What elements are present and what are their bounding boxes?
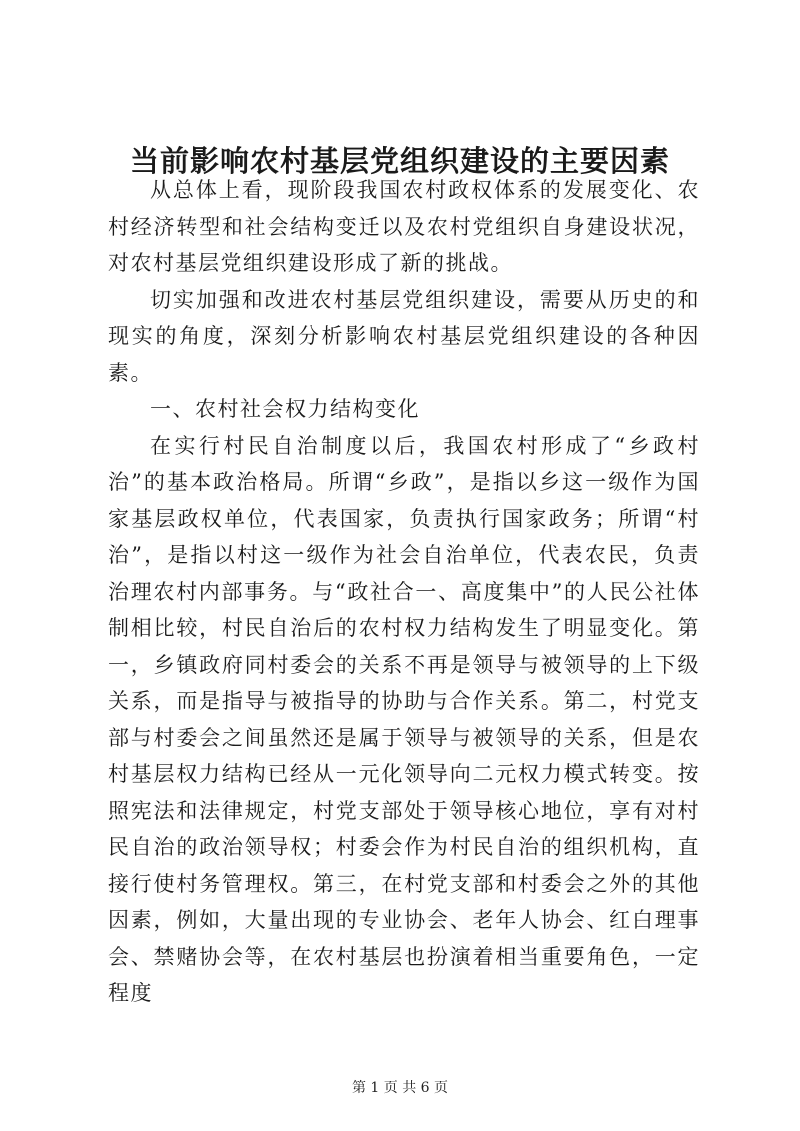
paragraph-intro: 从总体上看，现阶段我国农村政权体系的发展变化、农村经济转型和社会结构变迁以及农村党组织自身建设状况，对农村基层党组织建设形成了新的挑战。 — [108, 178, 700, 275]
paragraph-purpose: 切实加强和改进农村基层党组织建设，需要从历史的和现实的角度，深刻分析影响农村基层党组织建设的各种因素。 — [108, 287, 700, 385]
page-number-footer: 第 1 页 共 6 页 — [351, 1080, 449, 1096]
document-body — [108, 172, 700, 1012]
paragraph-section-body: 在实行村民自治制度以后，我国农村形成了“乡政村治”的基本政治格局。所谓“乡政”，是指以乡这一级作为国家基层政权单位，代表国家，负责执行国家政务；所谓“村治”，是指以村这一级作为社会自治单位，代表农民，负责治理农村内部事务。与“政社合一、高度集中”的人民公社体制相比较，村民自治后的农村权力结构发生了明显变化。第一，乡镇政府同村委会的关系不再是领导与被领导的上下级关系，而是指导与被指导的协助与合作关系。第二，村党支部与村委会之间虽然还是属于领导与被领导的关系，但是农村基层权力结构已经从一元化领导向二元权力模式转变。按照宪法和法律规定，村党支部处于领导核心地位，享有对村民自治的政治领导权；村委会作为村民自治的组织机构，直接行使村务管理权。第三，在村党支部和村委会之外的其他因素，例如，大量出现的专业协会、老年人协会、红白理事会、禁赌协会等，在农村基层也扮演着相当重要角色，一定程度 — [108, 433, 700, 1005]
section-heading: 一、农村社会权力结构变化 — [150, 397, 420, 421]
document-title: 当前影响农村基层党组织建设的主要因素 — [129, 144, 670, 178]
